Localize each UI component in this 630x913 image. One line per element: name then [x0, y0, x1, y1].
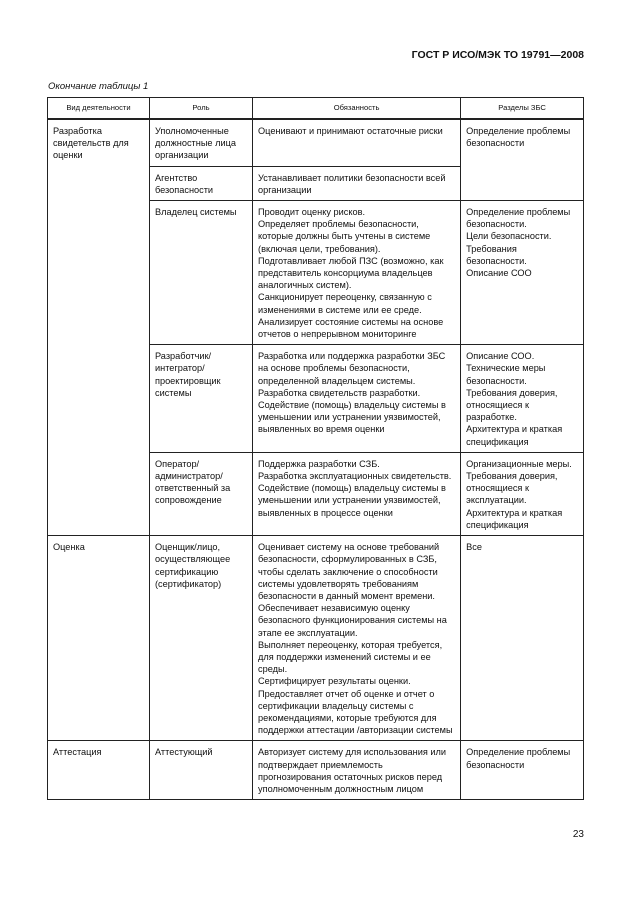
table-row: [48, 741, 584, 800]
cell-text-line: Цели безопасности.: [466, 231, 552, 242]
sections-cell: [461, 452, 584, 535]
cell-text-line: Обеспечивает независимую оценку безопасного функционирования системы на этапе ее эксплуатации.: [258, 603, 447, 638]
role-cell: Разработчик/интегратор/проектировщик системы: [149, 345, 252, 453]
sections-cell: [461, 345, 584, 453]
cell-text-line: Анализирует состояние системы на основе отчетов о непрерывном мониторинге: [258, 316, 444, 340]
duty-cell: [253, 345, 461, 453]
cell-text-line: Разработка или поддержка разработки ЗБС на основе проблемы безопасности, определенной владельцем системы.: [258, 351, 446, 386]
duty-cell: [253, 452, 461, 535]
table-row: [48, 536, 584, 741]
cell-text-line: Описание СОО: [466, 268, 532, 279]
duty-cell: Авторизует систему для использования или подтверждает приемлемость прогнозирования остаточных рисков перед уполномоченным должностным лицом: [253, 741, 461, 800]
page-number: 23: [572, 829, 584, 840]
cell-text-line: Проводит оценку рисков.: [258, 207, 365, 218]
activity-cell: Оценка: [48, 536, 150, 741]
column-header-activity: Вид деятельности: [48, 98, 150, 120]
duty-cell: Устанавливает политики безопасности всей организации: [253, 166, 461, 200]
column-header-sections: Разделы ЗБС: [461, 98, 584, 120]
cell-text-line: Архитектура и краткая спецификация: [466, 507, 563, 530]
cell-text-line: Разработка свидетельств разработки.: [258, 387, 421, 398]
cell-text-line: Сертифицирует результаты оценки.: [258, 676, 411, 687]
document-header: ГОСТ Р ИСО/МЭК ТО 19791—2008: [411, 49, 584, 61]
cell-text-line: Описание СОО.: [466, 351, 535, 362]
cell-text-line: Организационные меры.: [466, 458, 572, 469]
cell-text-line: Определение проблемы безопасности.: [466, 207, 571, 230]
responsibilities-table: [47, 97, 584, 800]
column-header-duty: Обязанность: [253, 98, 461, 120]
role-cell: Уполномоченные должностные лица организации: [149, 119, 252, 166]
cell-text-line: Подготавливает любой ПЗС (возможно, как представитель консорциума владельцев аналогичных систем).: [258, 255, 444, 291]
activity-cell: Аттестация: [48, 741, 150, 800]
role-cell: Владелец системы: [149, 201, 252, 345]
cell-text-line: Предоставляет отчет об оценке и отчет о сертификации владельцу системы с рекомендациями, которые требуются для поддержки аттестации /авторизации системы: [258, 688, 453, 736]
cell-text-line: Требования доверия, относящиеся к разработке.: [466, 387, 558, 423]
sections-cell: [461, 201, 584, 345]
cell-text-line: Поддержка разработки СЗБ.: [258, 458, 380, 469]
sections-cell: Все: [461, 536, 584, 741]
cell-text-line: Содействие (помощь) владельцу системы в уменьшении или устранении уязвимостей, выявленных в процессе оценки: [258, 483, 446, 518]
cell-text-line: Санкционирует переоценку, связанную с изменениями в системе или ее среде.: [258, 292, 432, 315]
cell-text-line: Разработка эксплуатационных свидетельств.: [258, 471, 452, 482]
sections-cell: Определение проблемы безопасности: [461, 741, 584, 800]
duty-cell: [253, 536, 461, 741]
role-cell: Агентство безопасности: [149, 166, 252, 200]
cell-text-line: Определяет проблемы безопасности, которые должны быть учтены в системе (включая цели, требования).: [258, 219, 431, 254]
duty-cell: [253, 201, 461, 345]
cell-text-line: Оценивает систему на основе требований безопасности, сформулированных в СЗБ, чтобы сделать заключение о способности системы удовлетворять требованиям безопасности в данный момент времени.: [258, 542, 440, 601]
cell-text-line: Требования безопасности.: [466, 243, 527, 266]
cell-text-line: Содействие (помощь) владельцу системы в уменьшении или устранении уязвимостей, выявленных во время оценки: [258, 400, 446, 435]
table-caption: Окончание таблицы 1: [48, 81, 149, 92]
cell-text-line: Требования доверия, относящиеся к эксплуатации.: [466, 471, 558, 506]
cell-text-line: Архитектура и краткая спецификация: [466, 424, 563, 447]
duty-cell: Оценивают и принимают остаточные риски: [253, 119, 461, 166]
sections-cell: Определение проблемы безопасности: [461, 119, 584, 201]
role-cell: Оценщик/лицо, осуществляющее сертификацию (сертификатор): [149, 536, 252, 741]
activity-cell: Разработка свидетельств для оценки: [48, 119, 150, 536]
table-row: [48, 119, 584, 166]
role-cell: Оператор/администратор/ответственный за сопровождение: [149, 452, 252, 535]
cell-text-line: Технические меры безопасности.: [466, 363, 546, 386]
role-cell: Аттестующий: [149, 741, 252, 800]
column-header-role: Роль: [149, 98, 252, 120]
cell-text-line: Выполняет переоценку, которая требуется, для поддержки изменений системы и ее среды.: [258, 639, 443, 675]
table-header-row: [48, 98, 584, 120]
